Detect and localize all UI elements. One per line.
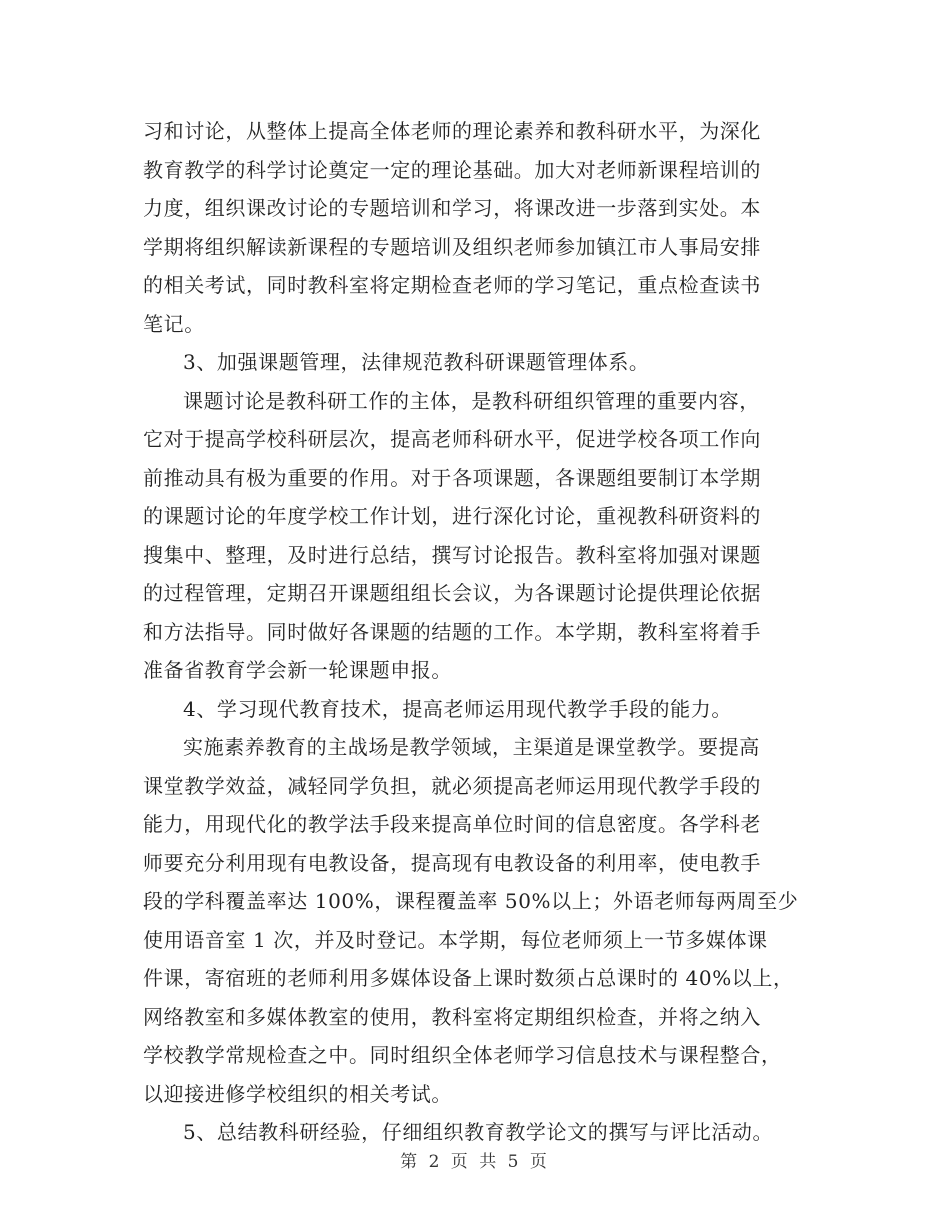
section-heading: 4、学习现代教育技术，提高老师运用现代教学手段的能力。 [183,696,732,721]
text-line: 使用语音室 1 次，并及时登记。本学期，每位老师须上一节多媒体课 [143,927,768,952]
text-line: 件课，寄宿班的老师利用多媒体设备上课时数须占总课时的 40%以上， [143,966,794,990]
text-line: 课题讨论是教科研工作的主体，是教科研组织管理的重要内容， [183,388,760,413]
text-line: 习和讨论，从整体上提高全体老师的理论素养和教科研水平，为深化 [143,119,761,143]
text-line: 教育教学的科学讨论奠定一定的理论基础。加大对老师新课程培训的 [143,157,761,182]
text-line: 的过程管理，定期召开课题组组长会议，为各课题讨论提供理论依据 [143,581,761,605]
text-line: 前推动具有极为重要的作用。对于各项课题，各课题组要制订本学期 [143,465,761,490]
text-line: 和方法指导。同时做好各课题的结题的工作。本学期，教科室将着手 [143,619,761,644]
text-line: 它对于提高学校科研层次，提高老师科研水平，促进学校各项工作向 [143,427,761,451]
text-line: 以迎接进修学校组织的相关考试。 [143,1081,452,1106]
text-line: 师要充分利用现有电教设备，提高现有电教设备的利用率，使电教手 [143,850,761,875]
text-line: 准备省教育学会新一轮课题申报。 [143,658,452,682]
text-line: 能力，用现代化的教学法手段来提高单位时间的信息密度。各学科老 [143,812,761,836]
body-text [143,112,815,1152]
section-heading: 3、加强课题管理，法律规范教科研课题管理体系。 [183,350,650,374]
text-line: 段的学科覆盖率达 100%，课程覆盖率 50%以上；外语老师每两周至少 [143,889,799,913]
text-line: 课堂教学效益，减轻同学负担，就必须提高老师运用现代教学手段的 [143,773,761,798]
text-line: 学校教学常规检查之中。同时组织全体老师学习信息技术与课程整合， [143,1043,782,1067]
text-line: 实施素养教育的主战场是教学领域，主渠道是课堂教学。要提高 [183,735,760,759]
text-line: 的课题讨论的年度学校工作计划，进行深化讨论，重视教科研资料的 [143,504,761,528]
text-line: 的相关考试，同时教科室将定期检查老师的学习笔记，重点检查读书 [143,273,761,297]
text-line: 网络教室和多媒体教室的使用，教科室将定期组织检查，并将之纳入 [143,1004,761,1029]
text-line: 笔记。 [143,311,205,336]
text-line: 搜集中、整理，及时进行总结，撰写讨论报告。教科室将加强对课题 [143,542,761,567]
section-heading: 5、总结教科研经验，仔细组织教育教学论文的撰写与评比活动。 [183,1120,774,1144]
text-line: 学期将组织解读新课程的专题培训及组织老师参加镇江市人事局安排 [143,234,761,259]
text-line: 力度，组织课改讨论的专题培训和学习，将课改进一步落到实处。本 [143,196,761,220]
page-number-footer: 第 2 页 共 5 页 [400,1152,550,1172]
